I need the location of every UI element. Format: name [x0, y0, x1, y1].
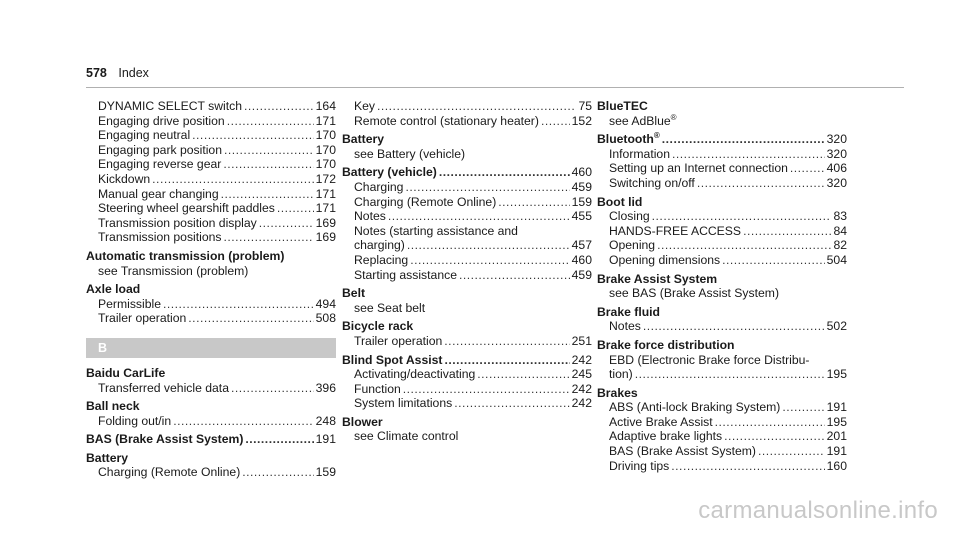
entry-text: Function [354, 381, 401, 396]
leader-dots [223, 157, 313, 172]
entry-text: Trailer operation [354, 333, 443, 348]
page-ref: 84 [833, 223, 847, 238]
entry-text: Permissible [98, 296, 161, 311]
index-entry-wrapped: EBD (Electronic Brake force Distribu- [609, 352, 810, 367]
index-heading: Automatic transmission (problem) [86, 248, 285, 263]
page-header [86, 66, 149, 80]
index-heading: Battery [342, 132, 384, 147]
leader-dots [477, 367, 569, 382]
entry-list [86, 465, 336, 480]
index-entry [98, 114, 336, 129]
entry-text: Setting up an Internet connection [609, 161, 788, 176]
page-ref: 169 [315, 230, 336, 245]
entry-text: Starting assistance [354, 267, 457, 282]
leader-dots [242, 465, 313, 480]
see-reference: see Battery (vehicle) [354, 146, 466, 161]
page-ref: 494 [315, 296, 336, 311]
leader-dots [227, 114, 314, 129]
index-entry [609, 238, 847, 253]
index-entry: BAS (Brake Assist System) ..... 191 [86, 432, 336, 447]
page-ref: 159 [571, 194, 592, 209]
leader-dots [743, 224, 831, 239]
index-heading: Axle load [86, 282, 141, 297]
page-ref: 191 [826, 400, 847, 415]
index-entry [609, 224, 847, 239]
page-ref: 455 [571, 209, 592, 224]
entry-text: DYNAMIC SELECT switch [98, 99, 243, 113]
index-entry: Battery (vehicle) ..... 460 [342, 165, 592, 180]
page-ref: 160 [826, 458, 847, 473]
leader-dots [277, 201, 314, 216]
page-number: 578 [86, 66, 107, 80]
leader-dots [403, 382, 570, 397]
entry-text: Folding out/in [98, 413, 172, 428]
index-column-2 [342, 99, 592, 444]
page-ref: 170 [315, 128, 336, 143]
entry-text: Transmission positions [98, 230, 222, 245]
page-ref: 251 [571, 333, 592, 348]
entry-text: Engaging drive position [98, 113, 225, 128]
entry-text: Information [609, 146, 670, 161]
entry-text: Opening dimensions [609, 252, 721, 267]
entry-text: Engaging park position [98, 142, 222, 157]
leader-dots [221, 187, 314, 202]
index-entry [98, 172, 336, 187]
entry-text: Transmission position display [98, 215, 257, 230]
leader-dots [231, 381, 314, 396]
see-reference: see AdBlue® [609, 112, 677, 128]
leader-dots [715, 415, 825, 430]
index-entry [609, 444, 847, 459]
leader-dots [224, 230, 314, 245]
index-entry [354, 367, 592, 382]
index-entry [354, 382, 592, 397]
letter-section-header: B [86, 338, 336, 358]
leader-dots [758, 444, 825, 459]
page-ref: 195 [826, 414, 847, 429]
page-ref: 191 [826, 444, 847, 459]
page-ref: 172 [315, 171, 336, 186]
page-ref: 83 [833, 209, 847, 224]
index-heading: BlueTEC [597, 99, 648, 113]
entry-list [342, 180, 592, 224]
entry-list [597, 209, 847, 267]
page-ref: 164 [315, 99, 336, 113]
leader-dots [697, 176, 825, 191]
leader-dots [152, 172, 313, 187]
entry-list [342, 253, 592, 282]
page-ref: 459 [571, 179, 592, 194]
entry-text: Engaging neutral [98, 128, 191, 143]
index-entry: tion) ..... 195 [597, 367, 847, 382]
page-ref: 245 [571, 367, 592, 382]
page-ref: 170 [315, 142, 336, 157]
index-entry [98, 143, 336, 158]
index-entry [98, 414, 336, 429]
page-ref: 171 [315, 113, 336, 128]
leader-dots [643, 319, 825, 334]
entry-text: Driving tips [609, 458, 670, 473]
leader-dots [173, 414, 313, 429]
leader-dots [224, 143, 314, 158]
leader-dots [192, 128, 314, 143]
leader-dots [454, 396, 569, 411]
entry-text: Transferred vehicle data [98, 380, 229, 395]
leader-dots [722, 253, 825, 268]
index-entry [354, 268, 592, 283]
entry-text: Replacing [354, 252, 409, 267]
page-ref: 171 [315, 201, 336, 216]
see-reference: see Seat belt [354, 300, 426, 315]
page-ref: 508 [315, 311, 336, 326]
page-ref: 504 [826, 252, 847, 267]
entry-text: Trailer operation [98, 311, 187, 326]
index-entry [609, 319, 847, 334]
index-entry [354, 209, 592, 224]
index-entry [609, 415, 847, 430]
index-entry [98, 311, 336, 326]
entry-text: System limitations [354, 396, 453, 411]
page-ref: 242 [571, 381, 592, 396]
page-ref: 459 [571, 267, 592, 282]
entry-text: HANDS-FREE ACCESS [609, 223, 742, 238]
index-entry: Blind Spot Assist ..... 242 [342, 353, 592, 368]
index-heading: Brakes [597, 385, 638, 400]
entry-text: Opening [609, 238, 656, 253]
entry-list [86, 414, 336, 429]
index-column-1 [86, 99, 336, 480]
header-divider [86, 87, 904, 88]
entry-text: BAS (Brake Assist System) [609, 444, 756, 459]
index-entry [354, 180, 592, 195]
entry-list [597, 400, 847, 473]
index-entry [609, 147, 847, 162]
index-heading: Brake Assist System [597, 271, 718, 286]
leader-dots [188, 311, 313, 326]
index-entry: Bluetooth® ..... 320 [597, 132, 847, 147]
leader-dots [388, 209, 570, 224]
entry-text: Notes [609, 319, 641, 334]
leader-dots [498, 195, 569, 210]
entry-text: Charging (Remote Online) [354, 194, 497, 209]
page-ref: 169 [315, 215, 336, 230]
index-entry [354, 195, 592, 210]
index-entry [98, 465, 336, 480]
entry-text: Charging (Remote Online) [98, 465, 241, 480]
index-entry [98, 230, 336, 245]
entry-list [86, 381, 336, 396]
index-entry [609, 459, 847, 474]
leader-dots [657, 238, 831, 253]
page-ref: 242 [571, 396, 592, 411]
index-entry [98, 201, 336, 216]
leader-dots [244, 99, 314, 114]
entry-text: Switching on/off [609, 175, 695, 190]
leader-dots [405, 180, 569, 195]
entry-text: Active Brake Assist [609, 414, 713, 429]
index-heading: Baidu CarLife [86, 365, 166, 380]
leader-dots [459, 268, 570, 283]
entry-text: ABS (Anti-lock Braking System) [609, 400, 781, 415]
page-ref: 170 [315, 157, 336, 172]
page-ref: 201 [826, 429, 847, 444]
registered-mark: ® [653, 131, 660, 141]
entry-text: Engaging reverse gear [98, 157, 222, 172]
index-entry [609, 209, 847, 224]
entry-list [342, 367, 592, 411]
entry-list [86, 99, 336, 245]
index-heading: Bicycle rack [342, 319, 414, 334]
index-heading: Belt [342, 286, 366, 301]
index-entry [354, 396, 592, 411]
index-heading: Blower [342, 414, 383, 429]
index-heading: Ball neck [86, 399, 140, 414]
index-entry [609, 176, 847, 191]
leader-dots [444, 334, 569, 349]
index-entry [609, 429, 847, 444]
leader-dots [671, 459, 824, 474]
entry-text: Steering wheel gearshift paddles [98, 201, 275, 216]
index-entry [609, 161, 847, 176]
entry-list [597, 147, 847, 191]
index-entry [609, 400, 847, 415]
watermark: carmanualsonline.info [698, 497, 938, 524]
entry-text: Manual gear changing [98, 186, 219, 201]
entry-text: Charging [354, 179, 404, 194]
registered-mark: ® [670, 112, 677, 122]
entry-text: Activating/deactivating [354, 367, 476, 382]
entry-list [597, 319, 847, 334]
index-heading: Brake fluid [597, 304, 660, 319]
entry-text: Kickdown [98, 171, 151, 186]
index-entry [354, 334, 592, 349]
index-entry: Remote control (stationary heater) ..... 152 [342, 114, 592, 129]
page-ref: 502 [826, 319, 847, 334]
leader-dots [163, 297, 314, 312]
page-ref: 320 [826, 146, 847, 161]
index-entry [98, 216, 336, 231]
index-entry [609, 253, 847, 268]
leader-dots [652, 209, 832, 224]
index-entry [98, 157, 336, 172]
leader-dots [782, 400, 824, 415]
leader-dots [790, 161, 825, 176]
see-reference: see Climate control [354, 429, 459, 444]
index-heading: Brake force distribution [597, 337, 735, 352]
index-entry [98, 381, 336, 396]
page-ref: 159 [315, 465, 336, 480]
page-ref: 460 [571, 252, 592, 267]
page-ref: 396 [315, 380, 336, 395]
leader-dots [259, 216, 314, 231]
index-entry [98, 128, 336, 143]
leader-dots [410, 253, 569, 268]
index-entry [354, 253, 592, 268]
index-entry [98, 99, 336, 114]
entry-text: Notes [354, 209, 386, 224]
index-column-3 [597, 99, 847, 473]
index-heading: Boot lid [597, 194, 643, 209]
index-entry-wrapped: Notes (starting assistance and [354, 223, 518, 238]
see-reference: see BAS (Brake Assist System) [609, 286, 779, 301]
leader-dots [672, 147, 825, 162]
page-ref: 171 [315, 186, 336, 201]
index-entry: Key ..... 75 [342, 99, 592, 114]
entry-list [86, 297, 336, 326]
entry-text: Closing [609, 209, 650, 224]
see-reference: see Transmission (problem) [98, 263, 249, 278]
index-entry: charging) ..... 457 [342, 238, 592, 253]
page-ref: 320 [826, 175, 847, 190]
entry-list [342, 334, 592, 349]
index-entry [98, 187, 336, 202]
page-ref: 82 [833, 238, 847, 253]
page-ref: 406 [826, 161, 847, 176]
section-name: Index [118, 66, 149, 80]
index-heading: Battery [86, 450, 128, 465]
leader-dots [724, 429, 825, 444]
page-ref: 248 [315, 413, 336, 428]
entry-text: Adaptive brake lights [609, 429, 723, 444]
index-entry [98, 297, 336, 312]
